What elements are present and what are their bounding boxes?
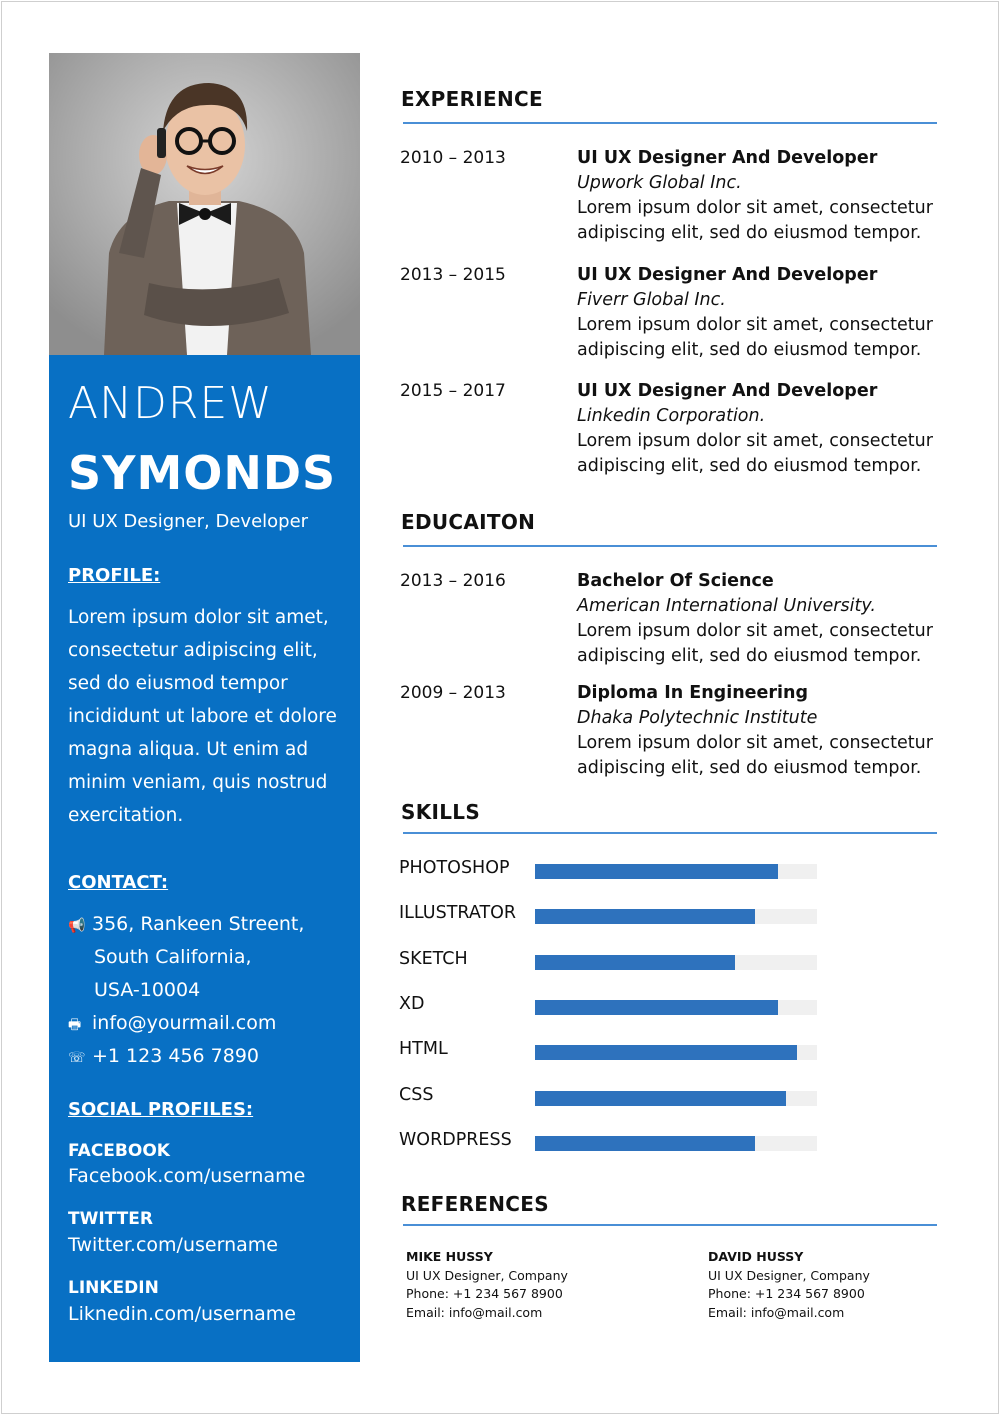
skill-label: HTML [399, 1039, 448, 1059]
education-desc: Lorem ipsum dolor sit amet, consectetur adipiscing elit, sed do eiusmod tempor. [577, 733, 933, 778]
education-heading: EDUCAITON [401, 510, 536, 534]
megaphone-icon: 📢 [68, 918, 86, 934]
reference-phone: Phone: +1 234 567 8900 [406, 1286, 563, 1301]
experience-desc: Lorem ipsum dolor sit amet, consectetur adipiscing elit, sed do eiusmod tempor. [577, 431, 933, 476]
phone-value[interactable]: +1 123 456 7890 [92, 1045, 260, 1067]
experience-date-2: 2013 – 2015 [400, 265, 506, 285]
skill-bar-fill [535, 1091, 786, 1106]
experience-rule [403, 122, 937, 124]
experience-entry-1 [577, 146, 937, 246]
experience-title: UI UX Designer And Developer [577, 265, 878, 285]
education-org: Dhaka Polytechnic Institute [577, 708, 818, 728]
skill-label: CSS [399, 1085, 434, 1105]
skill-bar-fill [535, 1045, 797, 1060]
skill-label: PHOTOSHOP [399, 858, 510, 878]
education-title: Bachelor Of Science [577, 571, 774, 591]
education-date-1: 2013 – 2016 [400, 571, 506, 591]
experience-org: Upwork Global Inc. [577, 173, 742, 193]
reference-email: Email: info@mail.com [406, 1304, 543, 1320]
experience-desc: Lorem ipsum dolor sit amet, consectetur adipiscing elit, sed do eiusmod tempor. [577, 198, 933, 243]
skill-bar-track [535, 1045, 817, 1060]
education-entry-1 [577, 569, 937, 669]
skill-bar-fill [535, 955, 735, 970]
skill-bar-track [535, 1000, 817, 1015]
skill-bar-fill [535, 1136, 755, 1151]
job-subtitle: UI UX Designer, Developer [68, 511, 309, 532]
skill-bar-track [535, 1091, 817, 1106]
social-link-linkedin[interactable]: Liknedin.com/username [68, 1303, 296, 1325]
experience-title: UI UX Designer And Developer [577, 148, 878, 168]
telephone-icon: ☏ [68, 1050, 86, 1066]
address-line-2: South California, [94, 946, 252, 968]
references-heading: REFERENCES [401, 1192, 549, 1216]
address-line-3: USA-10004 [94, 979, 201, 1001]
experience-heading: EXPERIENCE [401, 87, 543, 111]
profile-text: Lorem ipsum dolor sit amet, consectetur adipiscing elit, sed do eiusmod tempor incididunt ut labore et dolore magna aliqua. Ut enim ad minim veniam, quis nostrud exercitation. [68, 607, 337, 826]
name-first: ANDREW [68, 378, 273, 429]
experience-date-3: 2015 – 2017 [400, 381, 506, 401]
email-value[interactable]: info@yourmail.com [92, 1012, 277, 1034]
skill-label: SKETCH [399, 949, 468, 969]
experience-entry-3 [577, 379, 937, 479]
name-last: SYMONDS [68, 446, 337, 500]
skill-bar-track [535, 1136, 817, 1151]
experience-org: Linkedin Corporation. [577, 406, 766, 426]
skill-bar-track [535, 864, 817, 879]
phone-line [68, 1045, 259, 1067]
reference-name: DAVID HUSSY [708, 1249, 804, 1264]
contact-heading: CONTACT: [68, 872, 169, 893]
skills-rule [403, 832, 937, 834]
experience-entry-2 [577, 263, 937, 363]
email-line [68, 1012, 276, 1038]
education-title: Diploma In Engineering [577, 683, 809, 703]
skills-heading: SKILLS [401, 800, 481, 824]
reference-role: UI UX Designer, Company [406, 1267, 568, 1283]
skill-bar-track [535, 909, 817, 924]
social-link-twitter[interactable]: Twitter.com/username [68, 1234, 278, 1256]
experience-desc: Lorem ipsum dolor sit amet, consectetur adipiscing elit, sed do eiusmod tempor. [577, 315, 933, 360]
sidebar [49, 53, 360, 1362]
education-org: American International University. [577, 596, 876, 616]
experience-title: UI UX Designer And Developer [577, 381, 878, 401]
skill-label: ILLUSTRATOR [399, 903, 517, 923]
profile-heading: PROFILE: [68, 565, 161, 586]
reference-email: Email: info@mail.com [708, 1304, 845, 1320]
skill-bar-fill [535, 1000, 778, 1015]
education-rule [403, 545, 937, 547]
social-link-facebook[interactable]: Facebook.com/username [68, 1165, 306, 1187]
address-line-1: 📢 356, Rankeen Streent, [68, 913, 305, 935]
social-label-linkedin: LINKEDIN [68, 1278, 159, 1298]
social-label-twitter: TWITTER [68, 1209, 153, 1229]
reference-name: MIKE HUSSY [406, 1249, 493, 1264]
profile-photo [49, 53, 360, 355]
skill-label: XD [399, 994, 425, 1014]
reference-role: UI UX Designer, Company [708, 1267, 870, 1283]
reference-2 [708, 1248, 870, 1322]
skill-bar-track [535, 955, 817, 970]
education-date-2: 2009 – 2013 [400, 683, 506, 703]
printer-icon: 🖶 [68, 1017, 82, 1033]
education-entry-2 [577, 681, 937, 781]
experience-org: Fiverr Global Inc. [577, 290, 726, 310]
skill-label: WORDPRESS [399, 1130, 512, 1150]
reference-phone: Phone: +1 234 567 8900 [708, 1286, 865, 1301]
reference-1 [406, 1248, 568, 1322]
social-heading: SOCIAL PROFILES: [68, 1099, 254, 1120]
skill-bar-fill [535, 909, 755, 924]
references-rule [403, 1224, 937, 1226]
experience-date-1: 2010 – 2013 [400, 148, 506, 168]
education-desc: Lorem ipsum dolor sit amet, consectetur adipiscing elit, sed do eiusmod tempor. [577, 621, 933, 666]
social-label-facebook: FACEBOOK [68, 1141, 170, 1161]
skill-bar-fill [535, 864, 778, 879]
